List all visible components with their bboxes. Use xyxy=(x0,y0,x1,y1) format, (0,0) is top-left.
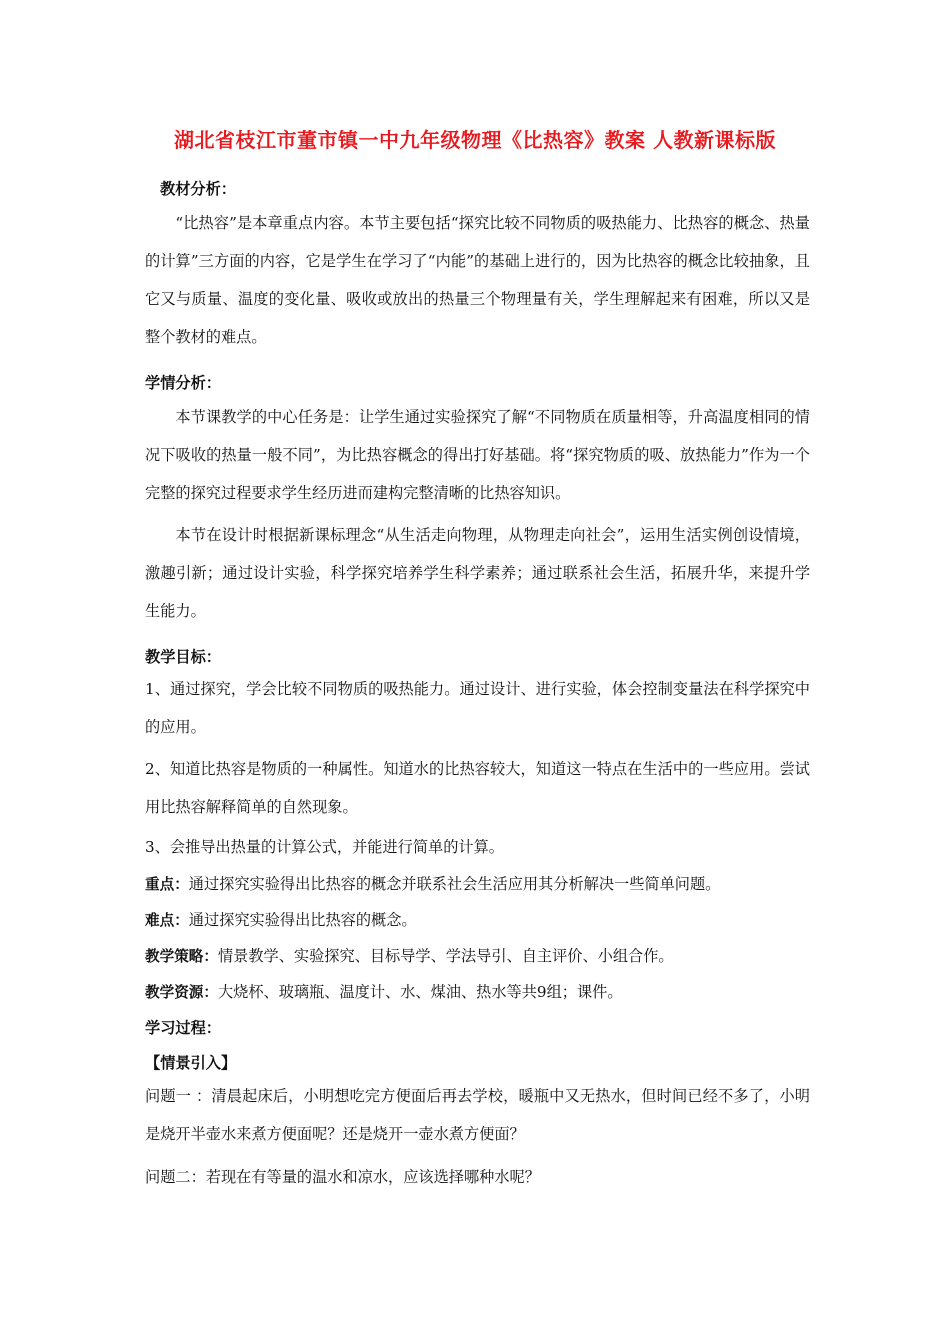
strategy-row xyxy=(145,945,810,966)
teaching-goal-1: 1、通过探究，学会比较不同物质的吸热能力。通过设计、进行实验，体会控制变量法在科学探究中的应用。 xyxy=(145,680,810,736)
intro-heading: 【情景引入】 xyxy=(145,1054,237,1072)
key-point-label: 重点： xyxy=(145,876,189,893)
key-point-row xyxy=(145,873,810,894)
material-analysis-heading: 教材分析： xyxy=(160,180,236,198)
teaching-goal-2: 2、知道比热容是物质的一种属性。知道水的比热容较大，知道这一特点在生活中的一些应用。尝试用比热容解释简单的自然现象。 xyxy=(145,760,810,816)
student-analysis-para-1: 本节课教学的中心任务是：让学生通过实验探究了解“不同物质在质量相等，升高温度相同的情况下吸收的热量一般不同”，为比热容概念的得出打好基础。将“探究物质的吸、放热能力”作为一个完整的探究过程要求学生经历进而建构完整清晰的比热容知识。 xyxy=(145,408,810,502)
strategy-text: 情景教学、实验探究、目标导学、学法导引、自主评价、小组合作。 xyxy=(217,947,674,965)
difficult-point-text: 通过探究实验得出比热容的概念。 xyxy=(188,911,417,929)
difficult-point-row xyxy=(145,909,810,930)
student-analysis-para-2: 本节在设计时根据新课标理念“从生活走向物理，从物理走向社会”，运用生活实例创设情境，激趣引新；通过设计实验，科学探究培养学生科学素养；通过联系社会生活，拓展升华，来提升学生能力。 xyxy=(145,526,810,620)
strategy-label: 教学策略： xyxy=(145,948,218,965)
resources-row xyxy=(145,981,810,1002)
document-title: 湖北省枝江市董市镇一中九年级物理《比热容》教案 人教新课标版 xyxy=(174,128,776,152)
intro-question-2: 问题二：若现在有等量的温水和凉水，应该选择哪种水呢？ xyxy=(145,1168,540,1186)
resources-text: 大烧杯、玻璃瓶、温度计、水、煤油、热水等共9组；课件。 xyxy=(217,983,623,1001)
resources-label: 教学资源： xyxy=(145,984,218,1001)
material-analysis-text: “比热容”是本章重点内容。本节主要包括“探究比较不同物质的吸热能力、比热容的概念、热量的计算”三方面的内容，它是学生在学习了“内能”的基础上进行的，因为比热容的概念比较抽象，且它又与质量、温度的变化量、吸收或放出的热量三个物理量有关，学生理解起来有困难，所以又是整个教材的难点。 xyxy=(145,214,810,346)
key-point-text: 通过探究实验得出比热容的概念并联系社会生活应用其分析解决一些简单问题。 xyxy=(188,875,721,893)
process-heading: 学习过程： xyxy=(145,1019,221,1037)
difficult-point-label: 难点： xyxy=(145,912,189,929)
intro-question-1: 问题一 ：清晨起床后，小明想吃完方便面后再去学校，暖瓶中又无热水，但时间已经不多了，小明是烧开半壶水来煮方便面呢？还是烧开一壶水煮方便面？ xyxy=(145,1087,810,1143)
student-analysis-heading: 学情分析： xyxy=(145,374,221,392)
teaching-goals-heading: 教学目标： xyxy=(145,648,221,666)
teaching-goal-3: 3、会推导出热量的计算公式，并能进行简单的计算。 xyxy=(145,838,504,856)
